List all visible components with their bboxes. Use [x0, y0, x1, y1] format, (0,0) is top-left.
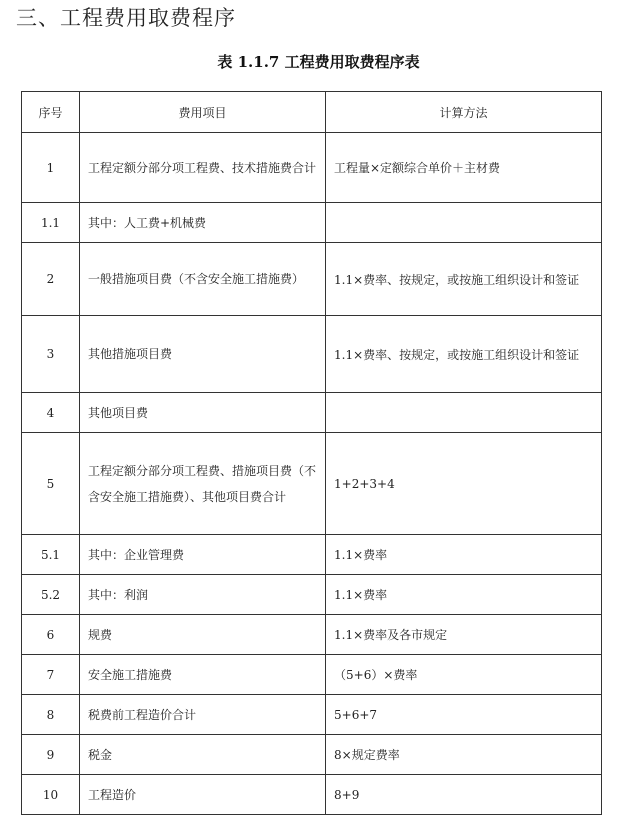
- row-method: 1.1×费率: [326, 535, 602, 575]
- row-method: 1.1×费率及各市规定: [326, 615, 602, 655]
- table-row: [22, 433, 602, 535]
- row-seq: 5: [22, 433, 80, 535]
- table-caption: 表 1.1.7 工程费用取费程序表: [217, 53, 420, 71]
- row-method: 1.1×费率、按规定，或按施工组织设计和签证: [326, 243, 602, 316]
- row-seq: 9: [22, 735, 80, 775]
- table-row: [22, 133, 602, 203]
- row-seq: 2: [22, 243, 80, 316]
- table-row: [22, 316, 602, 393]
- table-row: [22, 695, 602, 735]
- row-method: 8×规定费率: [326, 735, 602, 775]
- row-method: 1.1×费率: [326, 575, 602, 615]
- row-method: 工程量×定额综合单价＋主材费: [326, 133, 602, 203]
- row-item: 工程造价: [80, 775, 326, 815]
- row-method: （5+6）×费率: [326, 655, 602, 695]
- row-seq: 10: [22, 775, 80, 815]
- section-heading: 三、工程费用取费程序: [16, 6, 236, 30]
- table-row: [22, 575, 602, 615]
- row-item: 其中：利润: [80, 575, 326, 615]
- header-item: 费用项目: [80, 92, 326, 133]
- row-item: 其他项目费: [80, 393, 326, 433]
- row-item: 工程定额分部分项工程费、措施项目费（不含安全施工措施费）、其他项目费合计: [80, 433, 326, 535]
- row-method: [326, 203, 602, 243]
- row-item: 规费: [80, 615, 326, 655]
- header-method: 计算方法: [326, 92, 602, 133]
- row-seq: 3: [22, 316, 80, 393]
- row-seq: 6: [22, 615, 80, 655]
- table-header-row: [22, 92, 602, 133]
- table-row: [22, 203, 602, 243]
- table-row: [22, 775, 602, 815]
- row-seq: 4: [22, 393, 80, 433]
- row-seq: 5.2: [22, 575, 80, 615]
- row-item: 税费前工程造价合计: [80, 695, 326, 735]
- row-seq: 1.1: [22, 203, 80, 243]
- table-row: [22, 535, 602, 575]
- row-item: 其他措施项目费: [80, 316, 326, 393]
- row-seq: 8: [22, 695, 80, 735]
- row-item: 安全施工措施费: [80, 655, 326, 695]
- table-row: [22, 393, 602, 433]
- table-row: [22, 735, 602, 775]
- row-item: 工程定额分部分项工程费、技术措施费合计: [80, 133, 326, 203]
- row-seq: 7: [22, 655, 80, 695]
- table-row: [22, 243, 602, 316]
- row-seq: 1: [22, 133, 80, 203]
- table-row: [22, 615, 602, 655]
- row-method: 8+9: [326, 775, 602, 815]
- row-method: [326, 393, 602, 433]
- row-method: 1.1×费率、按规定，或按施工组织设计和签证: [326, 316, 602, 393]
- row-item: 一般措施项目费（不含安全施工措施费）: [80, 243, 326, 316]
- row-item: 税金: [80, 735, 326, 775]
- table-row: [22, 655, 602, 695]
- row-method: 5+6+7: [326, 695, 602, 735]
- header-seq: 序号: [22, 92, 80, 133]
- row-item: 其中：人工费+机械费: [80, 203, 326, 243]
- row-method: 1+2+3+4: [326, 433, 602, 535]
- row-seq: 5.1: [22, 535, 80, 575]
- fee-procedure-table: [21, 91, 602, 815]
- row-item: 其中：企业管理费: [80, 535, 326, 575]
